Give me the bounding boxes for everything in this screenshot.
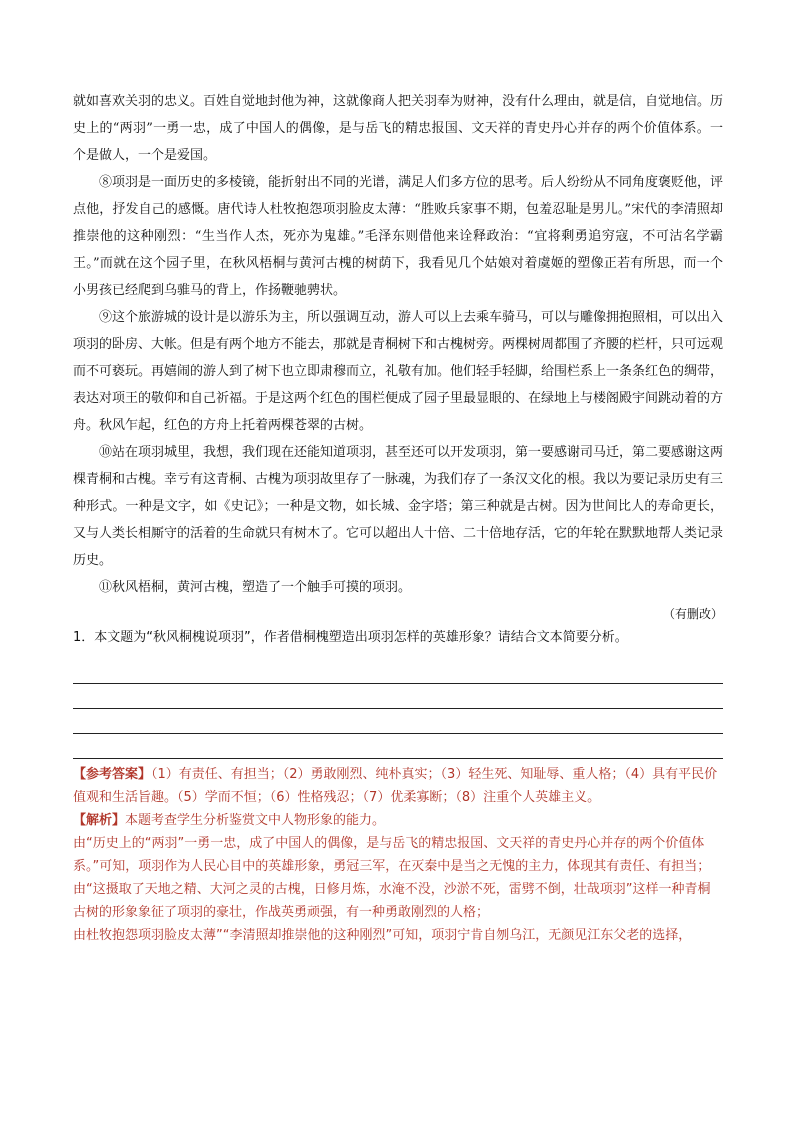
analysis bbox=[73, 809, 723, 832]
answer-line[interactable] bbox=[73, 734, 723, 759]
document-page bbox=[73, 88, 723, 947]
answer-block bbox=[73, 763, 723, 947]
essay-body bbox=[73, 88, 723, 601]
analysis-point: 由“历史上的“两羽”一勇一忠，成了中国人的偶像，是与岳飞的精忠报国、文天祥的青史丹心并存的两个价值体系。”可知，项羽作为人民心目中的英雄形象，勇冠三军，在灭秦中是当之无愧的主力，体现其有责任、有担当； bbox=[73, 836, 711, 874]
question-1: 1．本文题为“秋风桐槐说项羽”，作者借桐槐塑造出项羽怎样的英雄形象？请结合文本简要分析。 bbox=[73, 630, 628, 645]
reference-answer bbox=[73, 763, 723, 809]
essay-paragraph: 就如喜欢关羽的忠义。百姓自觉地封他为神，这就像商人把关羽奉为财神，没有什么理由，就是信，自觉地信。历史上的“两羽”一勇一忠，成了中国人的偶像，是与岳飞的精忠报国、文天祥的青史丹心并存的两个价值体系。一个是做人，一个是爱国。 bbox=[73, 94, 724, 163]
essay-paragraph: ⑧项羽是一面历史的多棱镜，能折射出不同的光谱，满足人们多方位的思考。后人纷纷从不同角度褒贬他，评点他，抒发自己的感慨。唐代诗人杜牧抱怨项羽脸皮太薄：“胜败兵家事不期，包羞忍耻是男儿。”宋代的李清照却推崇他的这种刚烈：“生当作人杰，死亦为鬼雄。”毛泽东则借他来诠释政治：“宜将剩勇追穷寇，不可沽名学霸王。”而就在这个园子里，在秋风梧桐与黄河古槐的树荫下，我看见几个姑娘对着虞姬的塑像正若有所思，而一个小男孩已经爬到乌骓马的背上，作扬鞭驰骋状。 bbox=[73, 175, 724, 298]
analysis-label: 【解析】 bbox=[73, 813, 126, 828]
analysis-text: 本题考查学生分析鉴赏文中人物形象的能力。 bbox=[125, 813, 386, 828]
essay-paragraph: ⑪秋风梧桐，黄河古槐，塑造了一个触手可摸的项羽。 bbox=[99, 580, 412, 595]
answer-line[interactable] bbox=[73, 709, 723, 734]
essay-paragraph: ⑨这个旅游城的设计是以游乐为主，所以强调互动，游人可以上去乘车骑马，可以与雕像拥抱照相，可以出入项羽的卧房、大帐。但是有两个地方不能去，那就是青桐树下和古槐树旁。两棵树周都围了齐腰的栏杆，只可远观而不可亵玩。再嬉闹的游人到了树下也立即肃穆而立，礼敬有加。他们轻手轻脚，给围栏系上一条条红色的绸带，表达对项王的敬仰和自己祈福。于是这两个红色的围栏便成了园子里最显眼的、在绿地上与楼阁殿宇间跳动着的方舟。秋风乍起，红色的方舟上托着两棵苍翠的古树。 bbox=[73, 310, 724, 433]
answer-lines[interactable] bbox=[73, 659, 723, 759]
analysis-point: 由“这摄取了天地之精、大河之灵的古槐，日修月炼，水淹不没，沙淤不死，雷劈不倒，壮哉项羽”这样一种青桐古树的形象象征了项羽的豪壮，作战英勇顽强，有一种勇敢刚烈的人格； bbox=[73, 882, 711, 920]
reference-answer-label: 【参考答案】 bbox=[73, 767, 152, 782]
analysis-point: 由杜牧抱怨项羽脸皮太薄”“李清照却推崇他的这种刚烈”可知，项羽宁肯自刎乌江，无颜见江东父老的选择， bbox=[73, 928, 692, 943]
reference-answer-text: （1）有责任、有担当；（2）勇敢刚烈、纯朴真实；（3）轻生死、知耻辱、重人格；（4）具有平民价值观和生活旨趣。（5）学而不恒；（6）性格残忍；（7）优柔寡断；（8）注重个人英雄主义。 bbox=[73, 767, 718, 805]
essay-paragraph: ⑩站在项羽城里，我想，我们现在还能知道项羽，甚至还可以开发项羽，第一要感谢司马迁，第二要感谢这两棵青桐和古槐。幸亏有这青桐、古槐为项羽故里存了一脉魂，为我们存了一条汉文化的根。我以为要记录历史有三种形式。一种是文字，如《史记》；一种是文物，如长城、金字塔；第三种就是古树。因为世间比人的寿命更长，又与人类长相厮守的活着的生命就只有树木了。它可以超出人十倍、二十倍地存活，它的年轮在默默地帮人类记录历史。 bbox=[73, 445, 724, 568]
edit-note: （有删改） bbox=[662, 607, 723, 621]
answer-line[interactable] bbox=[73, 684, 723, 709]
answer-line[interactable] bbox=[73, 659, 723, 684]
